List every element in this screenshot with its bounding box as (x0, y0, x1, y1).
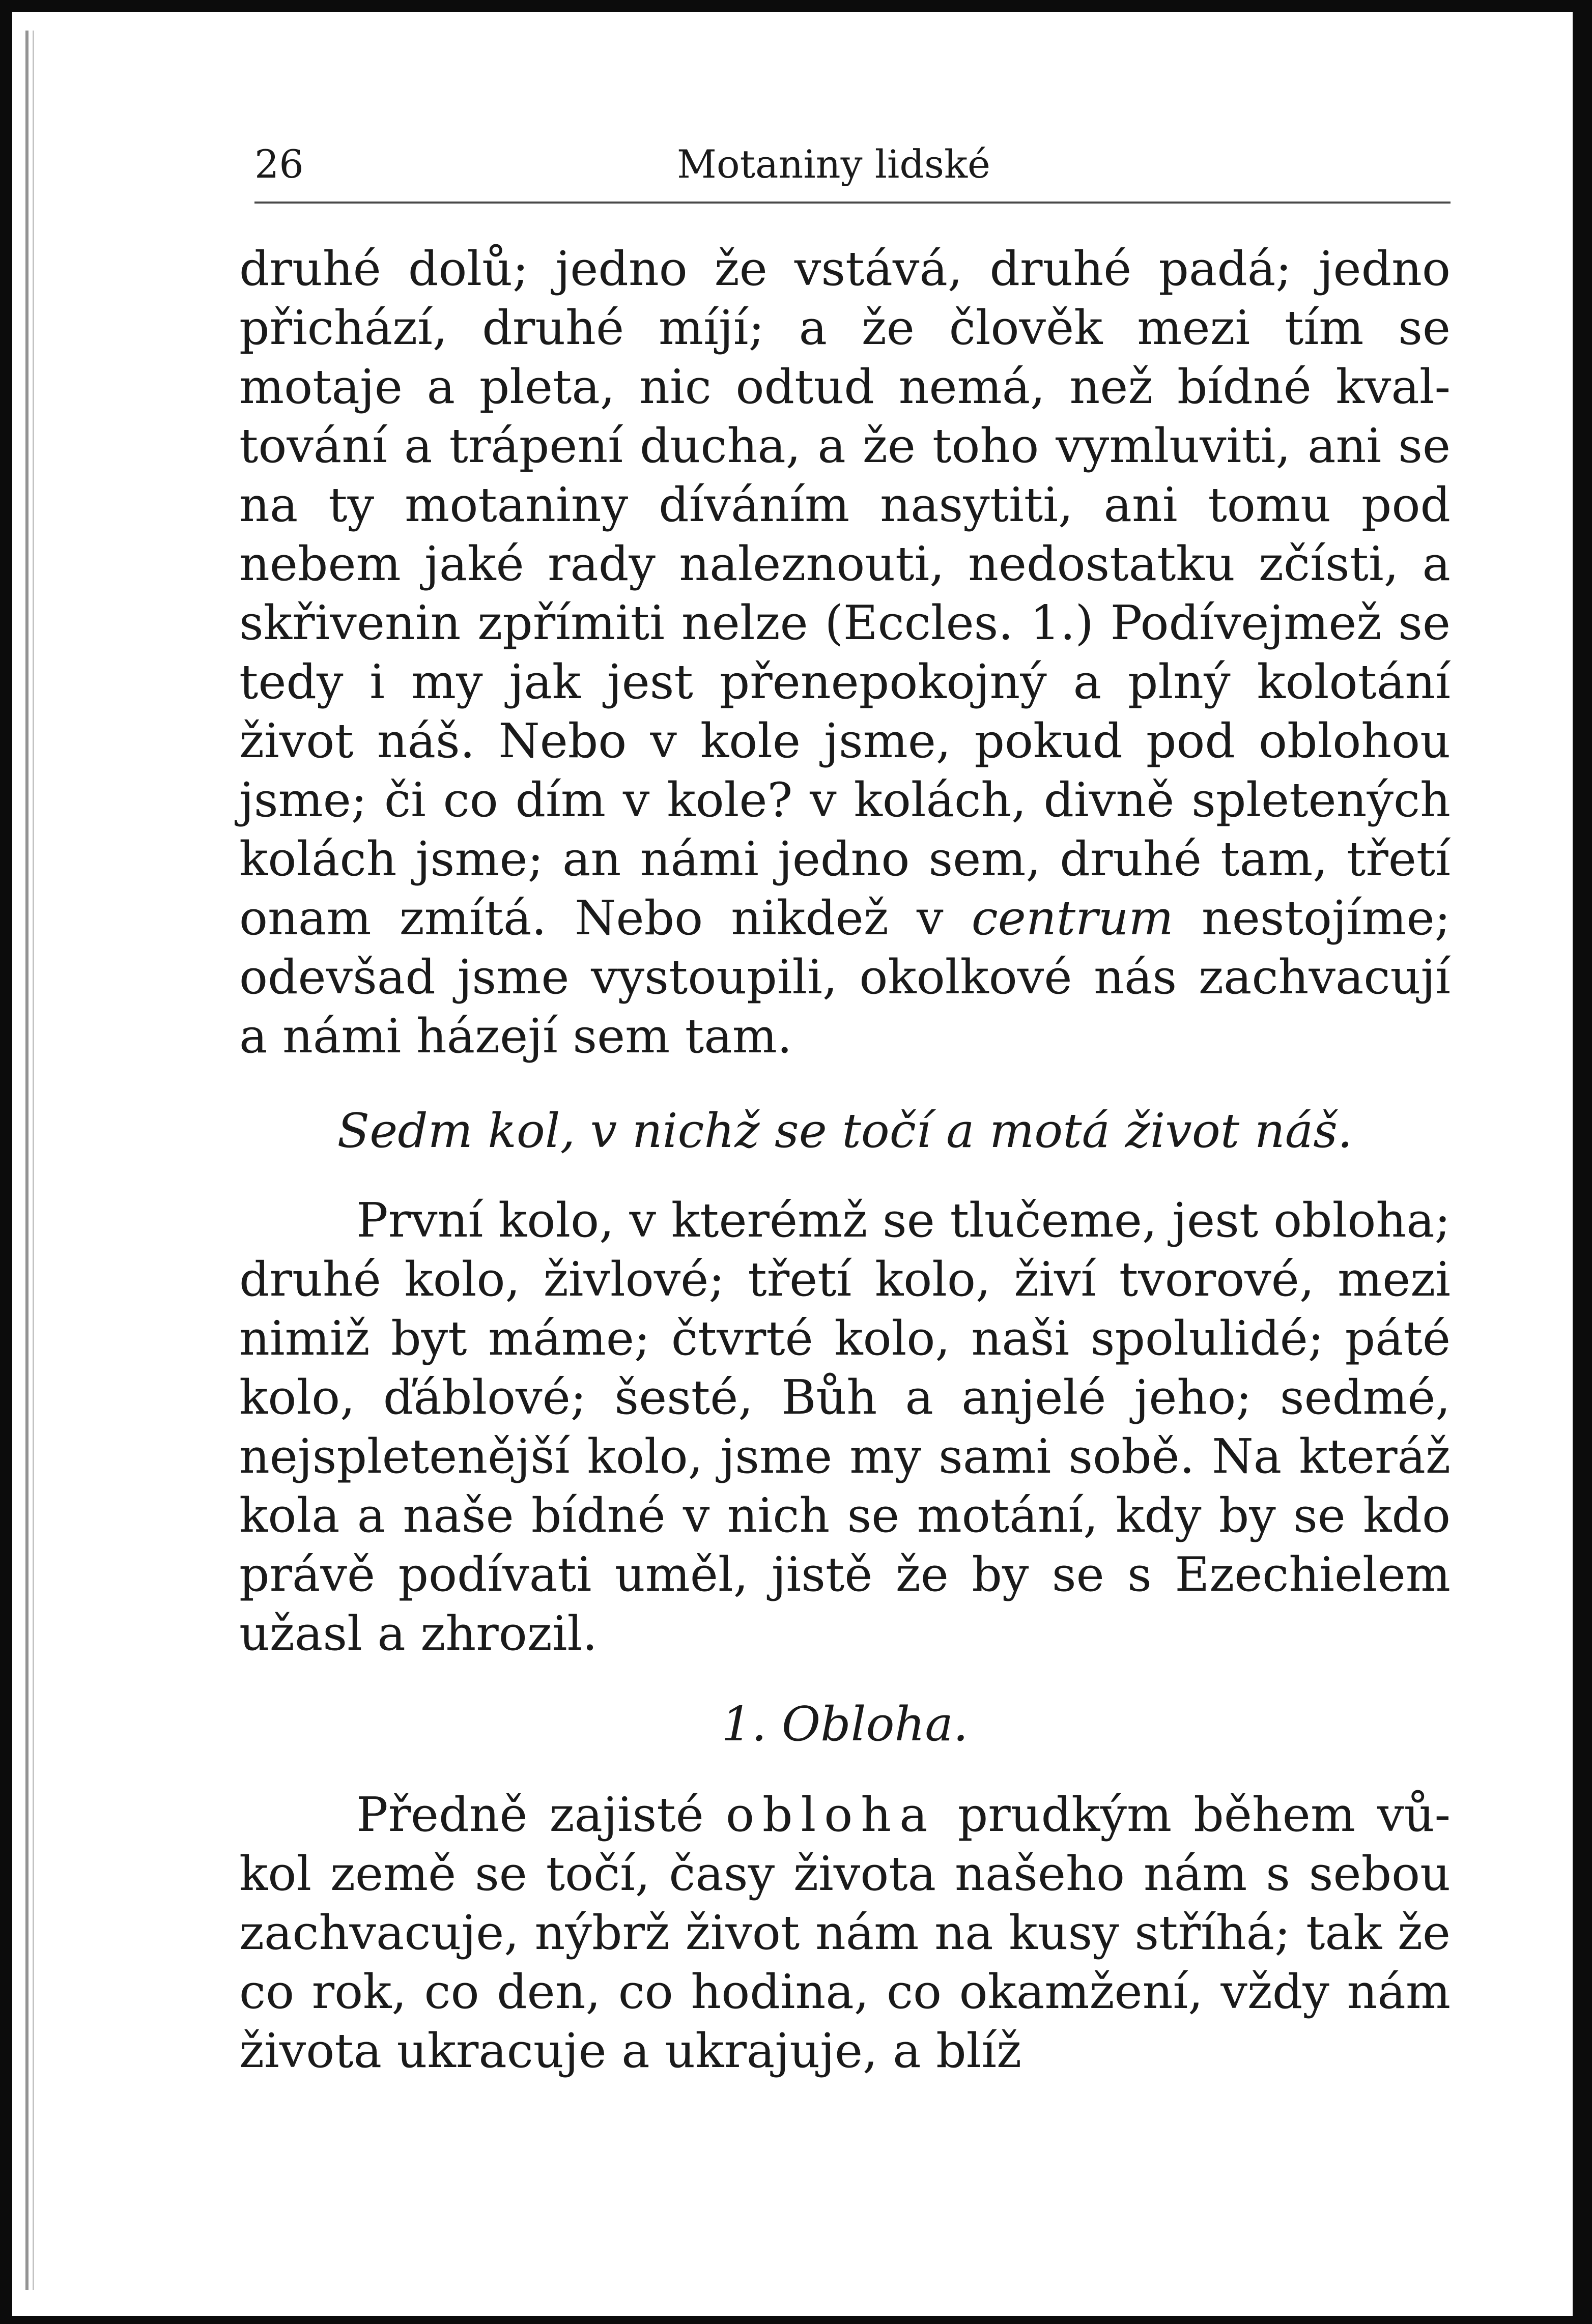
paragraph-3-text-a: Předně zajisté (356, 1787, 704, 1842)
paragraph-1-text-a: druhé dolů; jedno že vstává, druhé padá; jedno přichází, druhé míjí; a že člověk mezi tím se motaje a pleta, nic odtud nemá, než bídné kvaltování a trápení ducha, a že toho vymluviti, ani se na ty motaniny díváním nasytiti, ani tomu pod nebem jaké rady naleznouti, nedostatku zčísti, a skřivenin zpřímiti nelze (Eccles. 1.) Podívejmež se tedy i my jak jest přenepokojný a plný kolotání život náš. Nebo v kole jsme, pokud pod oblohou jsme; či co dím v kole? v kolách, divně spletených kolách jsme; an námi jedno sem, druhé tam, třetí onam zmítá. Nebo nikdež v (239, 241, 1451, 945)
scan-edge-line (25, 31, 29, 2290)
scan-edge-line-inner (33, 31, 34, 2290)
paragraph-3-text-b: prudkým během vůkol země se točí, časy života našeho nám s sebou zachvacuje, nýbrž život nám na kusy stříhá; tak že co rok, co den, co hodina, co okamžení, vždy nám života ukracuje a ukrajuje, a blíž (239, 1787, 1451, 2078)
paragraph-2: První kolo, v kterémž se tlučeme, jest obloha; druhé kolo, živlové; třetí kolo, živí tvorové, mezi nimiž byt máme; čtvrté kolo, naši spolulidé; páté kolo, ďáblové; šesté, Bůh a anjelé jeho; sedmé, nejspletenější kolo, jsme my sami sobě. Na kteráž kola a naše bídné v nich se motání, kdy by se kdo právě podívati uměl, jistě že by se s Ezechielem užasl a zhrozil. (239, 1193, 1451, 1661)
section-heading-seven-wheels: Sedm kol, v nichž se točí a motá život náš. (337, 1103, 1353, 1158)
page-header (254, 136, 1451, 192)
body-text (239, 239, 1451, 2080)
header-rule (254, 202, 1451, 204)
paragraph-3 (239, 1785, 1451, 2080)
paragraph-1 (239, 239, 1451, 1066)
running-title: Motaniny lidské (677, 141, 991, 187)
page-number: 26 (254, 141, 304, 187)
section-heading-obloha: 1. Obloha. (721, 1697, 969, 1752)
emphasis-centrum: centrum (971, 891, 1174, 945)
paragraph-1-text-b: nestojíme; odevšad jsme vystoupili, okolkové nás zachvacují a námi házejí sem tam. (239, 891, 1451, 1064)
spaced-word-obloha: obloha (725, 1787, 936, 1842)
